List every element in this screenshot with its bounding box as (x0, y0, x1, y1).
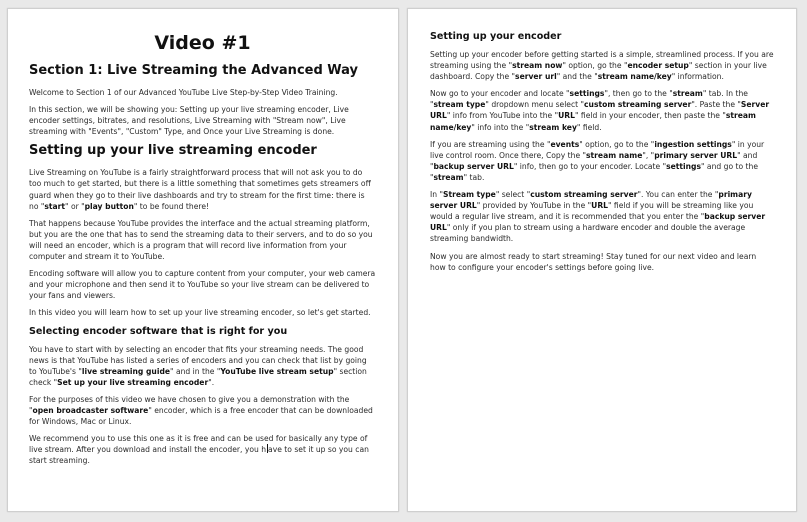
text-run: " field. (576, 122, 602, 132)
setup-paragraph-4: In this video you will learn how to set up your live streaming encoder, so let's get started. (29, 308, 371, 318)
text-run: " provided by YouTube in the " (476, 201, 592, 211)
bold-custom-streaming-server: custom streaming server (530, 190, 638, 200)
bold-settings: settings (569, 89, 605, 99)
encoder-paragraph-5: Now you are almost ready to start streaming! Stay tuned for our next video and learn how to configure your encoder's settings before going live. (430, 251, 757, 272)
bold-primary-server-url: primary server URL (654, 150, 738, 160)
bold-custom-streaming-server: custom streaming server (584, 100, 692, 110)
bold-ingestion-settings: ingestion settings (654, 139, 732, 149)
text-run: " info into the " (471, 122, 530, 132)
text-run: " tab. (463, 172, 485, 182)
text-run: For the purposes of this video we have chosen to give you a demonstration with the " (29, 394, 350, 415)
text-run: " tab. In the " (430, 89, 748, 110)
text-run: " section check " (29, 366, 367, 387)
text-run: " in your live control room. Once there, Copy the " (430, 139, 765, 160)
heading-selecting-encoder: Selecting encoder software that is right for you (29, 325, 288, 337)
bold-url: URL (558, 111, 575, 121)
text-run: Now go to your encoder and locate " (430, 89, 570, 99)
document-title: Video #1 (154, 32, 251, 54)
heading-live-streaming-encoder: Setting up your live streaming encoder (29, 143, 317, 159)
text-run: " encoder, which is a free encoder that can be downloaded for Windows, Mac or Linux. (29, 405, 373, 427)
bold-set-up-encoder: Set up your live streaming encoder (57, 377, 209, 387)
bold-backup-server-url: backup server URL (433, 161, 514, 171)
bold-stream: stream (433, 172, 464, 182)
bold-obs: open broadcaster software (32, 405, 149, 415)
document-page-2 (407, 8, 797, 512)
bold-stream-type: Stream type (442, 190, 496, 200)
bold-stream-name-key: stream name/key (430, 111, 756, 132)
bold-live-streaming-guide: live streaming guide (81, 366, 171, 376)
text-run: ". You can enter the " (637, 190, 719, 200)
text-run: ave to set it up so you can start streaming. (29, 445, 369, 466)
text-run: Live Streaming on YouTube is a fairly straightforward process that will not ask you to do too much to get started, but there is a little something that sometimes gets streamers off guard when they go to their live dashboards and try to stream for the first time: there is no " (29, 168, 371, 211)
text-run: " field if you will be streaming like you would a regular live stream, and it is recommended that you enter the " (430, 201, 754, 222)
text-run: ", then go to the " (604, 89, 673, 99)
text-run: " and " (430, 150, 758, 171)
bold-live-stream-setup: YouTube live stream setup (220, 366, 334, 376)
bold-stream-type: stream type (433, 100, 486, 110)
setup-paragraph-3: Encoding software will allow you to capture content from your computer, your web camera and your microphone and then send it to YouTube so your live stream can be delivered to your fans and viewers. (29, 269, 376, 301)
bold-server-url: server url (515, 72, 557, 82)
text-run: " and in the " (170, 366, 221, 376)
text-run: We recommend you to use this one as it is free and can be used for basically any type of live stream. After you download and install the encoder, you h (29, 434, 368, 455)
setup-paragraph-1 (29, 167, 376, 211)
bold-settings: settings (666, 161, 702, 171)
bold-backup-server-url: backup server URL (430, 212, 766, 233)
text-run: Setting up your encoder before getting started is a simple, streamlined process. If you are streaming using the " (430, 50, 774, 71)
bold-primary-server-url: primary server URL (430, 190, 752, 211)
text-run: " info, then go to your encoder. Locate " (513, 161, 667, 171)
bold-start: start (44, 201, 66, 211)
text-run: In " (430, 190, 443, 200)
encoder-paragraph-1 (430, 49, 774, 82)
bold-stream-key: stream key (529, 122, 577, 132)
text-run: " dropdown menu select " (485, 100, 585, 110)
text-run: " information. (671, 72, 724, 82)
text-run: " option, go the " (562, 61, 628, 71)
bold-play-button: play button (84, 201, 134, 211)
bold-stream-name: stream name (586, 150, 643, 160)
text-run: " info from YouTube into the " (446, 111, 559, 121)
text-run: " only if you plan to stream using a hardware encoder and double the average streaming bandwidth. (430, 223, 746, 244)
text-run: " select " (495, 190, 531, 200)
document-page-1 (7, 8, 399, 512)
text-run: " option, go to the " (579, 139, 655, 149)
select-paragraph-2 (29, 394, 376, 427)
text-run: " and the " (556, 72, 598, 82)
select-paragraph-1 (29, 344, 376, 388)
text-run: " section in your live dashboard. Copy the " (430, 61, 767, 82)
heading-setting-up-encoder: Setting up your encoder (430, 31, 562, 42)
bold-stream-name-key: stream name/key (597, 72, 672, 82)
text-run: " or " (65, 201, 85, 211)
text-run: " to be found there! (133, 201, 210, 211)
text-run: You have to start with by selecting an encoder that fits your streaming needs. The good news is that YouTube has listed a series of encoders and you can check that list by going to YouTube's " (29, 344, 367, 376)
bold-encoder-setup: encoder setup (627, 61, 689, 71)
setup-paragraph-2: That happens because YouTube provides the interface and the actual streaming platform, but you are the one that has to send the streaming data to their servers, and to do so you will need an encoder, which is a program that will record live information from your computer and stream it to YouTube. (29, 218, 373, 262)
bold-url: URL (591, 201, 609, 211)
intro-paragraph-1: Welcome to Section 1 of our Advanced YouTube Live Step-by-Step Video Training. (29, 88, 338, 97)
text-run: ", " (642, 150, 655, 160)
text-run: ". (208, 377, 215, 387)
section-heading: Section 1: Live Streaming the Advanced Way (29, 63, 359, 78)
bold-stream: stream (672, 89, 703, 99)
intro-paragraph-2: In this section, we will be showing you: Setting up your live streaming encoder, Live encoder settings, bitrates, and resolutions, Live Streaming with "Stream now", Live streaming with "Events", "Custom" Type, and Once your Live Streaming is done. (29, 105, 349, 137)
bold-events: events (550, 139, 580, 149)
bold-server-url: Server URL (430, 100, 770, 121)
text-run: " field in your encoder, then paste the " (575, 111, 726, 121)
encoder-paragraph-2 (430, 88, 774, 132)
encoder-paragraph-3 (430, 139, 774, 183)
text-run: If you are streaming using the " (430, 139, 551, 149)
text-run: ". Paste the " (691, 100, 741, 110)
select-paragraph-3[interactable] (29, 433, 376, 466)
text-run: " and go to the " (430, 161, 759, 182)
bold-stream-now: stream now (512, 61, 563, 71)
encoder-paragraph-4 (430, 189, 774, 244)
